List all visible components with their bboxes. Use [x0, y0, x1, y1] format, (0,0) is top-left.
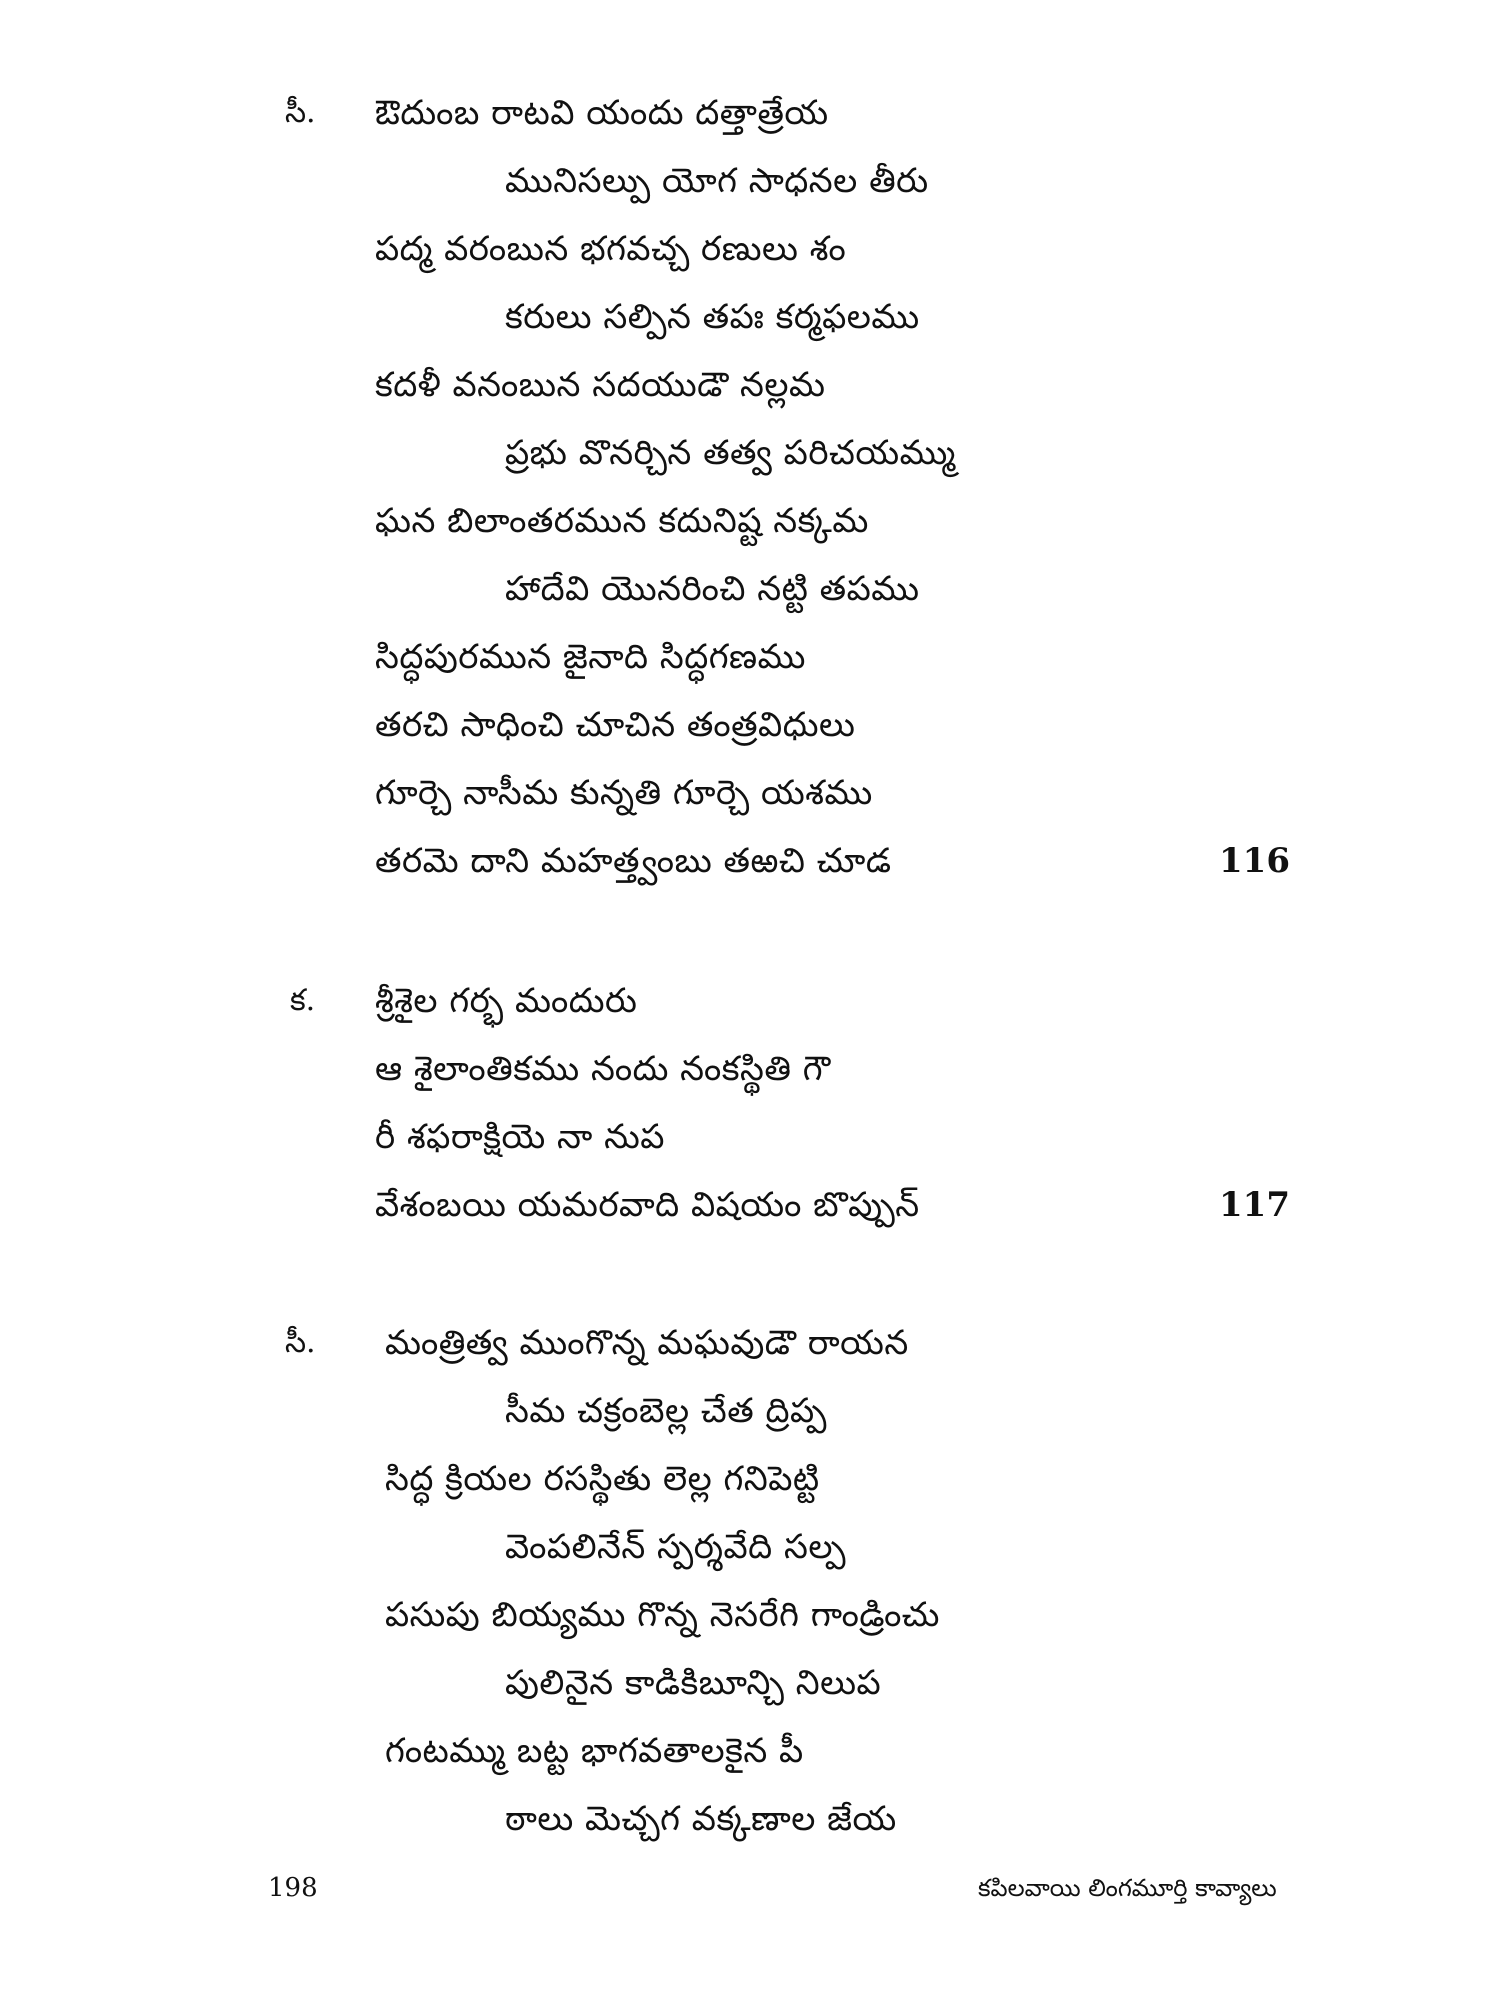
- verse-3-line-8: ఠాలు మెచ్చగ వక్కణాల జేయ: [505, 1799, 897, 1839]
- verse-2-line-3: రీ శఫరాక్షియె నా నుప: [375, 1117, 665, 1157]
- verse-1-line-3: పద్మ వరంబున భగవచ్చ రణులు శం: [375, 229, 847, 269]
- verse-3-line-5: పసుపు బియ్యము గొన్న నెసరేగి గాండ్రించు: [385, 1595, 940, 1635]
- verse-1-line-11: గూర్చె నాసీమ కున్నతి గూర్చె యశము: [375, 773, 873, 813]
- verse-1-meter: సీ.: [285, 95, 316, 130]
- verse-1-line-5: కదళీ వనంబున సదయుడౌ నల్లమ: [375, 365, 826, 405]
- verse-3-line-4: వెంపలినేన్ స్పర్శవేది సల్ప: [505, 1527, 847, 1567]
- verse-1-line-4: కరులు సల్పిన తపః కర్మఫలము: [505, 297, 920, 337]
- verse-2-meter: క.: [290, 983, 316, 1018]
- verse-1-line-8: హాదేవి యొనరించి నట్టి తపము: [505, 569, 920, 609]
- verse-3-line-1: మంత్రిత్వ ముంగొన్న మఘవుడౌ రాయన: [385, 1323, 909, 1363]
- verse-1-line-10: తరచి సాధించి చూచిన తంత్రవిధులు: [375, 705, 856, 745]
- verse-3-meter: సీ.: [285, 1325, 316, 1360]
- verse-2-line-4: వేశంబయి యమరవాది విషయం బొప్పున్: [375, 1185, 920, 1225]
- verse-2-line-1: శ్రీశైల గర్భ మందురు: [375, 981, 638, 1021]
- verse-3-line-3: సిద్ధ క్రియల రసస్థితు లెల్ల గనిపెట్టి: [385, 1459, 820, 1499]
- verse-1-line-2: మునిసల్పు యోగ సాధనల తీరు: [505, 161, 929, 201]
- book-title-footer: కపిలవాయి లింగమూర్తి కావ్యాలు: [978, 1874, 1277, 1902]
- verse-1-line-1: ఔదుంబ రాటవి యందు దత్తాత్రేయ: [375, 93, 829, 133]
- verse-1-line-12: తరమె దాని మహత్త్వంబు తఱచి చూడ: [375, 841, 892, 881]
- verse-number-116: 116: [1219, 841, 1290, 881]
- verse-3-line-2: సీమ చక్రంబెల్ల చేత ద్రిప్ప: [505, 1391, 827, 1431]
- verse-number-117: 117: [1219, 1185, 1290, 1225]
- verse-1-line-7: ఘన బిలాంతరమున కదునిష్ట నక్కమ: [375, 501, 869, 541]
- verse-2-line-2: ఆ శైలాంతికము నందు నంకస్థితి గౌ: [375, 1049, 831, 1089]
- verse-3-line-6: పులినైన కాడికిబూన్చి నిలుప: [505, 1663, 882, 1703]
- verse-1-line-6: ప్రభు వొనర్చిన తత్వ పరిచయమ్ము: [505, 433, 956, 473]
- verse-3-line-7: గంటమ్ము బట్ట భాగవతాలకైన పీ: [385, 1731, 804, 1771]
- verse-1-line-9: సిద్ధపురమున జైనాది సిద్ధగణము: [375, 637, 806, 677]
- page-number: 198: [268, 1873, 318, 1903]
